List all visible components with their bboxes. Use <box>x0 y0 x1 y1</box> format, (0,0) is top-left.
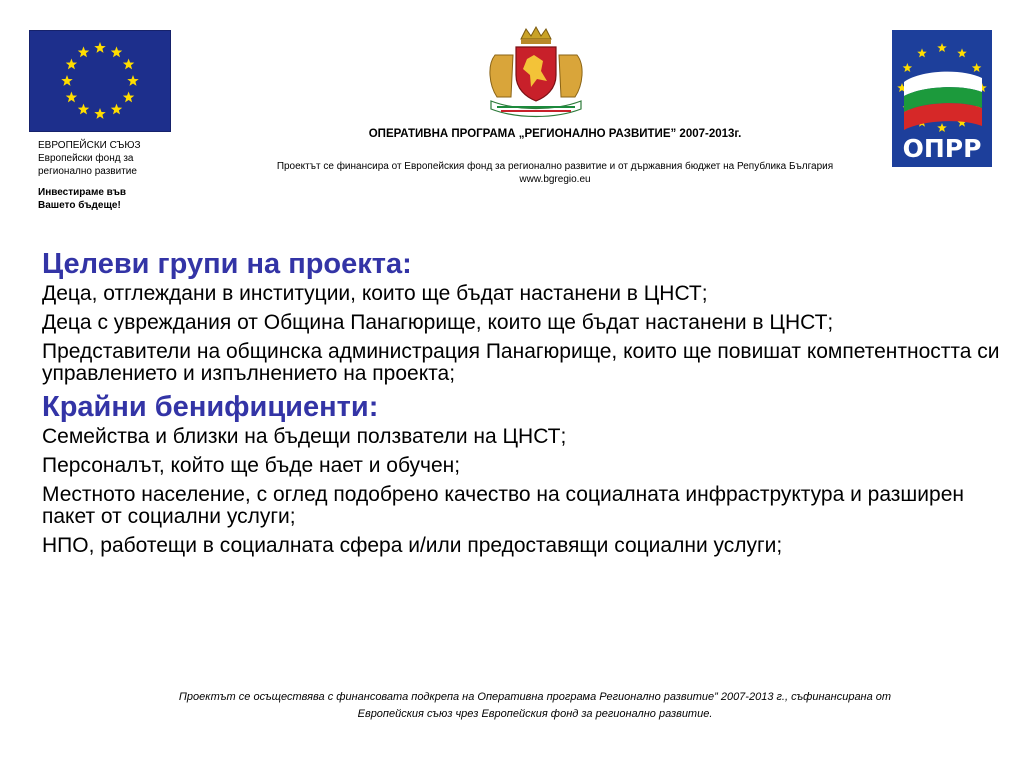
financing-text: Проектът се финансира от Европейския фонд за регионално развитие и от държавния бюджет на Република България <box>276 161 834 172</box>
star-icon <box>111 46 122 57</box>
star-icon <box>94 42 105 53</box>
target-group-item: Деца, отглеждани в институции, които ще бъдат настанени в ЦНСТ; <box>42 282 708 305</box>
eu-slogan <box>38 186 188 212</box>
footer-note <box>95 689 975 723</box>
eu-caption-line3: регионално развитие <box>38 166 137 177</box>
eu-caption-line2: Европейски фонд за <box>38 153 134 164</box>
star-icon <box>123 92 134 103</box>
eu-caption <box>38 139 188 212</box>
main-content <box>42 248 1002 564</box>
eu-flag-icon <box>29 30 171 132</box>
star-icon <box>127 75 138 86</box>
target-group-item: Представители на общинска администрация Панагюрище, които ще повишат компетентността си управлението и изпълнението на проекта; <box>42 340 1000 385</box>
target-groups-heading: Целеви групи на проекта: <box>42 248 412 280</box>
star-icon <box>937 43 947 52</box>
star-icon <box>78 104 89 115</box>
star-icon <box>78 46 89 57</box>
star-icon <box>123 59 134 70</box>
eu-slogan-line1: Инвестираме във <box>38 187 127 198</box>
footer-line1: Проектът се осъществява с финансовата подкрепа на Оперативна програма Регионално развитие” 2007-2013 г., съфинансирана от <box>178 691 892 703</box>
header <box>195 125 915 186</box>
beneficiaries-heading: Крайни бенифициенти: <box>42 391 379 423</box>
program-title: ОПЕРАТИВНА ПРОГРАМА „РЕГИОНАЛНО РАЗВИТИЕ” 2007-2013г. <box>368 128 742 140</box>
beneficiary-item: НПО, работещи в социалната сфера и/или предоставящи социални услуги; <box>42 534 783 557</box>
star-icon <box>972 63 982 72</box>
star-icon <box>66 59 77 70</box>
target-group-item: Деца с увреждания от Община Панагюрище, които ще бъдат настанени в ЦНСТ; <box>42 311 834 334</box>
eu-slogan-line2: Вашето бъдеще! <box>38 200 121 211</box>
beneficiary-item: Местното население, с оглед подобрено качество на социалната инфраструктура и разширен пакет от социални услуги; <box>42 483 964 528</box>
star-icon <box>917 48 927 57</box>
star-icon <box>937 123 947 132</box>
eu-caption-line1: ЕВРОПЕЙСКИ СЪЮЗ <box>38 140 141 151</box>
star-icon <box>903 63 913 72</box>
website-text: www.bgregio.eu <box>519 174 591 185</box>
footer-line2: Европейския съюз чрез Европейския фонд за регионално развитие. <box>357 708 713 720</box>
oprr-logo-text: ОПРР <box>902 134 982 163</box>
coat-of-arms-icon <box>477 25 595 120</box>
star-icon <box>61 75 72 86</box>
financing-note <box>195 160 915 186</box>
beneficiary-item: Семейства и близки на бъдещи ползватели на ЦНСТ; <box>42 425 567 448</box>
star-icon <box>957 48 967 57</box>
star-icon <box>111 104 122 115</box>
star-icon <box>94 108 105 119</box>
star-icon <box>66 92 77 103</box>
beneficiary-item: Персоналът, който ще бъде нает и обучен; <box>42 454 461 477</box>
